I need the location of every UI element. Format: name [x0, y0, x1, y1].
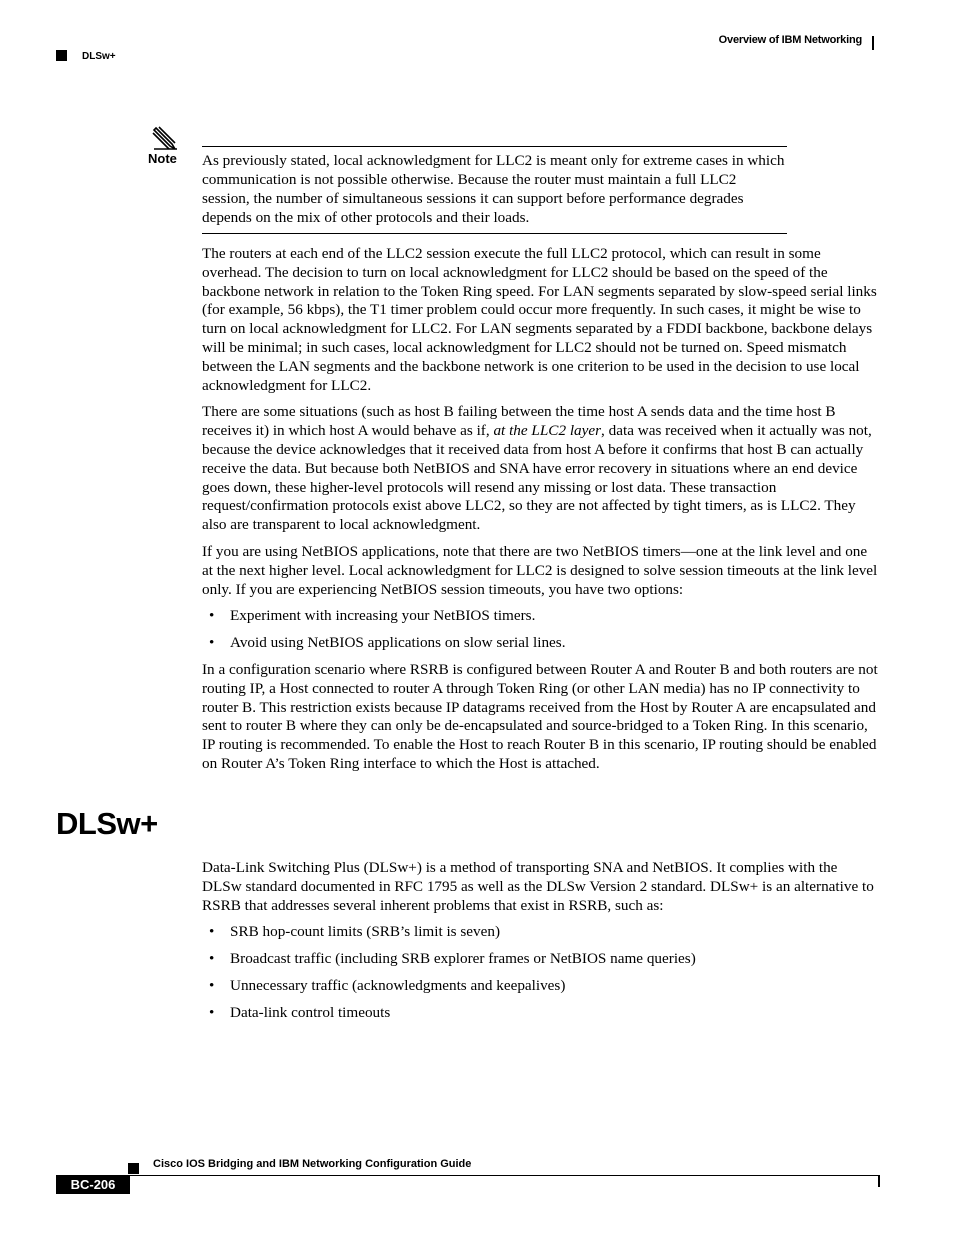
footer-rule [128, 1175, 880, 1176]
list-item [202, 1004, 878, 1023]
header-rule [872, 36, 874, 50]
llc2-section-body [202, 245, 878, 782]
paragraph: The routers at each end of the LLC2 session execute the full LLC2 protocol, which can result in some overhead. The decision to turn on local acknowledgment for LLC2 should be based on the speed of the backbone network in relation to the Token Ring speed. For LAN segments separated by slow-speed serial links (for example, 56 kbps), the T1 timer problem could occur more frequently. In such cases, it might be wise to turn on local acknowledgment for LLC2. For LAN segments separated by a FDDI backbone, backbone delays will be minimal; in such cases, local acknowledgment for LLC2 should not be turned on. Speed mismatch between the LAN segments and the backbone network is one criterion to be used in the decision to use local acknowledgment for LLC2. [202, 245, 877, 394]
text-run: There are some situations (such as host B failing between the time host A sends data and the time host B receives it) in which host A would behave as if, [202, 403, 836, 440]
list-item-text: Unnecessary traffic (acknowledgments and keepalives) [230, 976, 566, 994]
footer-rule-tick [878, 1175, 880, 1187]
page-number: BC-206 [56, 1175, 130, 1194]
footer-marker [128, 1163, 139, 1174]
note-box [202, 146, 787, 234]
list-item-text: Broadcast traffic (including SRB explorer frames or NetBIOS name queries) [230, 950, 696, 968]
list-item-text: Data-link control timeouts [230, 1003, 391, 1021]
list-item [202, 923, 878, 942]
bullet-icon: • [209, 923, 215, 941]
list-item [202, 634, 878, 653]
running-header-title: Overview of IBM Networking [718, 34, 862, 46]
bullet-icon: • [209, 1003, 215, 1021]
bullet-icon: • [209, 634, 215, 652]
bullet-icon: • [209, 607, 215, 625]
list-item-text: SRB hop-count limits (SRB’s limit is seven) [230, 923, 501, 941]
bullet-icon: • [209, 950, 215, 968]
dlsw-section-body [202, 859, 878, 1031]
bullet-list [202, 923, 878, 1022]
running-header-section: DLSw+ [82, 51, 116, 62]
italic-text: at the LLC2 layer [493, 422, 602, 440]
list-item-text: Experiment with increasing your NetBIOS timers. [230, 607, 536, 625]
section-heading: DLSw+ [56, 806, 158, 841]
bullet-icon: • [209, 976, 215, 994]
paragraph: Data-Link Switching Plus (DLSw+) is a method of transporting SNA and NetBIOS. It complies with the DLSw standard documented in RFC 1795 as well as the DLSw Version 2 standard. DLSw+ is an alternative to RSRB that addresses several inherent problems that exist in RSRB, such as: [202, 859, 874, 914]
text-run: , data was received when it actually was not, because the device acknowledges that it received data from host A before it confirms that host B can actually receive the data. But because both NetBIOS and SNA have error recovery in situations where an end device goes down, these higher-level protocols will resend any missing or lost data. These transaction request/confirmation protocols exist above LLC2, so they are not affected by tight timers, as is LLC2. They also are transparent to local acknowledgment. [202, 422, 872, 534]
paragraph: In a configuration scenario where RSRB is configured between Router A and Router B and both routers are not routing IP, a Host connected to router A through Token Ring (or other LAN media) has no IP connectivity to router B. This restriction exists because IP datagrams received from the Host by Router A are encapsulated and sent to router B where they can only be de-encapsulated and source-bridged to a Token Ring. In this scenario, IP routing is recommended. To enable the Host to reach Router B in this scenario, IP routing should be enabled on Router A’s Token Ring interface to which the Host is attached. [202, 660, 878, 772]
note-text: As previously stated, local acknowledgment for LLC2 is meant only for extreme cases in which communication is not possible otherwise. Because the router must maintain a full LLC2 session, the number of simultaneous sessions it can support before performance degrades depends on the mix of other protocols and their loads. [202, 152, 785, 226]
pencil-icon [150, 125, 180, 151]
header-marker [56, 50, 67, 61]
bullet-list [202, 607, 878, 653]
paragraph [202, 403, 878, 535]
list-item [202, 607, 878, 626]
list-item [202, 977, 878, 996]
list-item-text: Avoid using NetBIOS applications on slow serial lines. [230, 634, 566, 652]
paragraph: If you are using NetBIOS applications, note that there are two NetBIOS timers—one at the link level and one at the next higher level. Local acknowledgment for LLC2 is designed to solve session timeouts at the link level only. If you are experiencing NetBIOS session timeouts, you have two options: [202, 542, 878, 598]
list-item [202, 950, 878, 969]
note-label: Note [148, 151, 177, 166]
footer-guide-title: Cisco IOS Bridging and IBM Networking Configuration Guide [153, 1158, 472, 1170]
